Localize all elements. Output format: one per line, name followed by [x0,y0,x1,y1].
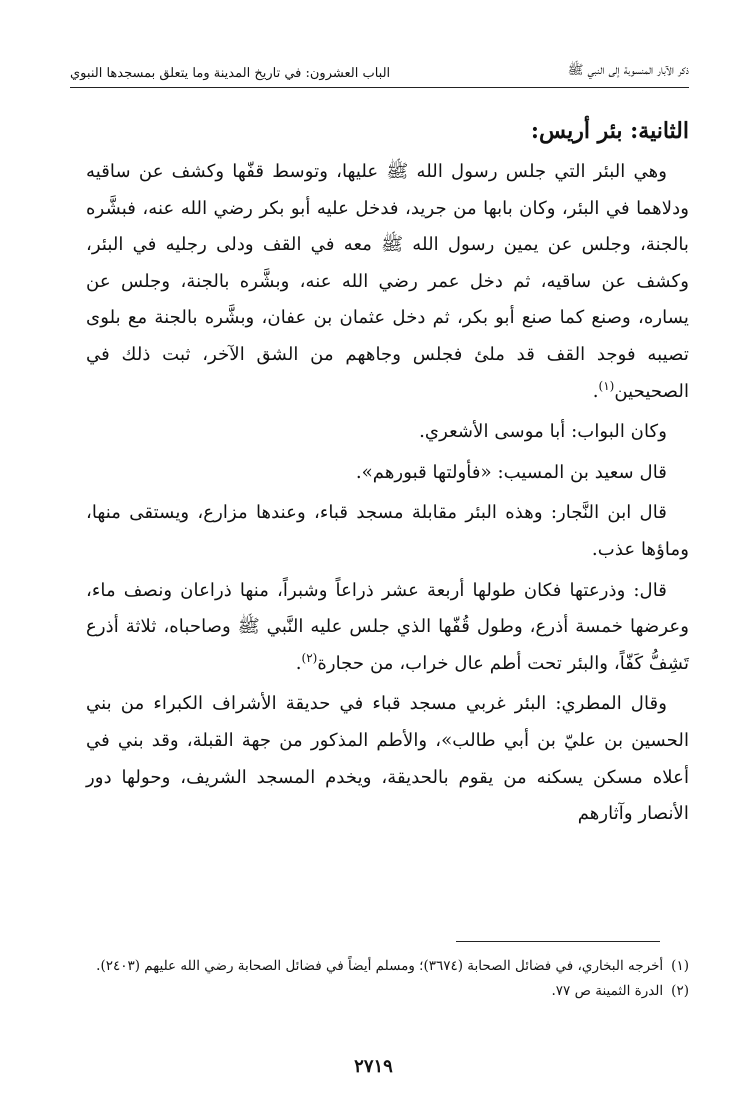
running-header [70,62,689,88]
footnote-ref-1: (١) [598,378,615,393]
footnote-text: الدرة الثمينة ص ٧٧. [551,983,664,999]
footnote-2 [86,979,689,1004]
footnote-number: (١) [671,958,689,974]
paragraph-5-end: . [295,652,302,674]
header-section-title: الباب العشرون: في تاريخ المدينة وما يتعلق بمسجدها النبوي [70,66,391,81]
footnote-1 [86,954,689,979]
paragraph-5-text: قال: وذرعتها فكان طولها أربعة عشر ذراعاً وشبراً، منها ذراعان ونصف ماء، وعرضها خمسة أذرع، وطول قُفّها الذي جلس عليه النَّبي ﷺ وصاحباه، ثلاثة أذرع تَشِفُّ كَفّاً، والبئر تحت أطم عال خراب، من حجارة [86,579,689,674]
footnote-number: (٢) [671,983,689,999]
main-text [86,118,689,833]
paragraph-4: قال ابن النَّجار: وهذه البئر مقابلة مسجد قباء، وعندها مزارع، ويستقى منها، وماؤها عذب. [86,502,689,560]
paragraph-1 [86,154,689,410]
footnotes [86,954,689,1004]
header-chapter-title: ذكر الآبار المنسوبة إلى النبي ﷺ [567,63,689,78]
paragraph-3: قال سعيد بن المسيب: «فأولتها قبورهم». [355,461,667,483]
page-number: ٢٧١٩ [354,1056,393,1077]
paragraph-6: وقال المطري: البئر غربي مسجد قباء في حديقة الأشراف الكبراء من بني الحسين بن عليّ بن أبي طالب»، والأطم المذكور من جهة القبلة، وقد بني في أعلاه مسكن يسكنه من يقوم بالحديقة، ويخدم المسجد الشريف، وحولها دور الأنصار وآثارهم [86,693,689,825]
paragraph-5 [86,573,689,683]
footnote-ref-2: (٢) [301,650,318,665]
paragraph-1-text: وهي البئر التي جلس رسول الله ﷺ عليها، وتوسط قفّها وكشف عن ساقيه ودلاهما في البئر، وكان بابها من جريد، فدخل عليه أبو بكر رضي الله عنه، فبشَّره بالجنة، وجلس عن يمين رسول الله ﷺ معه في القف ودلى رجليه في البئر، وكشف عن ساقيه، ثم دخل عمر رضي الله عنه، وبشَّره بالجنة، وجلس عن يساره، وصنع كما صنع أبو بكر، ثم دخل عثمان بن عفان، وبشَّره بالجنة مع بلوى تصيبه فوجد القف قد ملئ فجلس وجاههم من الشق الآخر، ثبت ذلك في الصحيحين [86,161,689,402]
footnote-text: أخرجه البخاري، في فضائل الصحابة (٣٦٧٤)؛ ومسلم أيضاً في فضائل الصحابة رضي الله عليهم (٢٤٠٣). [96,958,664,974]
paragraph-2: وكان البواب: أبا موسى الأشعري. [419,421,667,443]
paragraph-1-end: . [592,380,599,402]
footnote-divider [456,941,660,942]
section-heading: الثانية: بئر أريس: [530,118,689,144]
